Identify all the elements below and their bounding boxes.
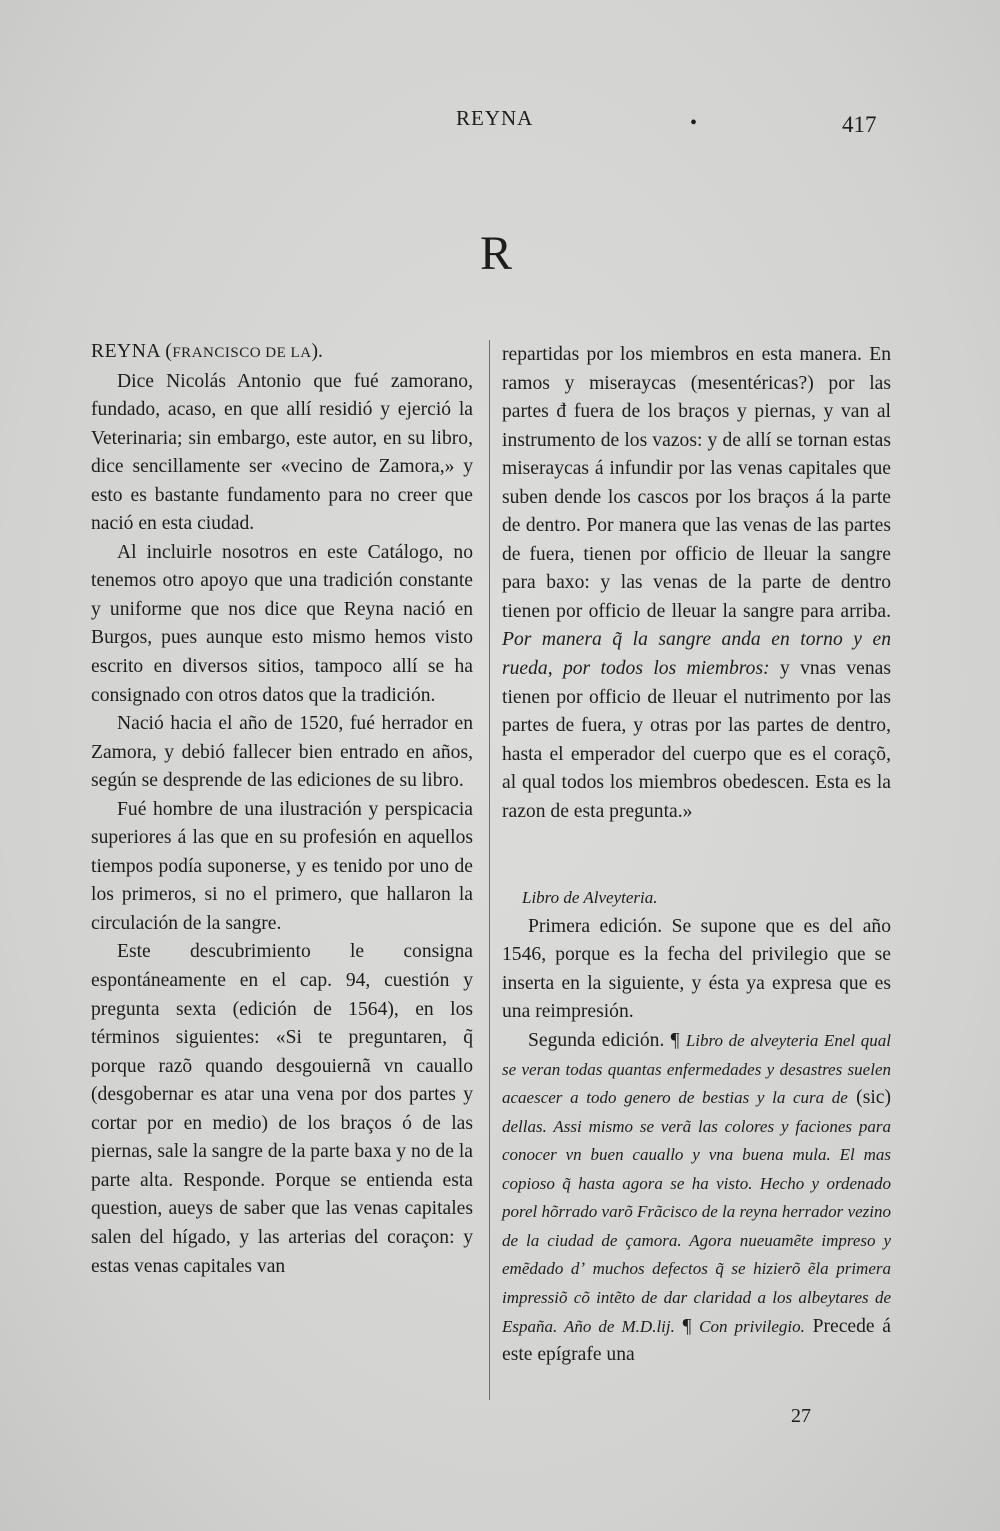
entry-heading: REYNA (FRANCISCO DE LA).: [91, 341, 323, 362]
paragraph: Nació hacia el año de 1520, fué herrador en Zamora, y debió fallecer bien entrado en años, según se desprende de las ediciones de su libro.: [91, 713, 473, 792]
spacer: [502, 826, 891, 884]
pilcrow-icon: ¶: [682, 1315, 692, 1337]
right-column: [502, 341, 891, 1370]
column-rule: [489, 340, 490, 1400]
paragraph: repartidas por los miembros en esta manera. En ramos y miseraycas (mesentéricas?) por las partes đ fuera de los braços y piernas, y van al instrumento de los vazos: y de allí se tornan estas miseraycas á infundir por las venas capitales que suben dende los cascos por los braços á la parte de dentro. Por manera que las venas de las partes de fuera, tienen por officio de lleuar la sangre para baxo: y las venas de la parte de dentro tienen por officio de lleuar la sangre para arriba. Por manera q̃ la sangre anda en torno y en rueda, por todos los miembros: y vnas venas tienen por officio de lleuar el nutrimento por las partes de fuera, y otras por las partes de dentro, hasta el emperador del cuerpo que es el coraçõ, al qual todos los miembros obedescen. Esta es la razon de esta pregunta.»: [502, 344, 891, 822]
running-head-dot: •: [690, 112, 698, 134]
paragraph: Primera edición. Se supone que es del año 1546, porque es la fecha del privilegio que se inserta en la siguiente, y ésta ya expresa que es una reimpresión.: [502, 915, 891, 1023]
book-title: Libro de Alveyteria.: [522, 888, 658, 908]
paragraph: Al incluirle nosotros en este Catálogo, no tenemos otro apoyo que una tradición constante y uniforme que nos dice que Reyna nació en Burgos, pues aunque esto mismo hemos visto escrito en diversos sitios, tampoco allí se ha consignado con otros datos que la tradición.: [91, 541, 473, 706]
section-letter: R: [480, 227, 513, 280]
paragraph: Dice Nicolás Antonio que fué zamorano, fundado, acaso, en que allí residió y ejerció la Veterinaria; sin embargo, este autor, en su libro, dice sencillamente ser «vecino de Zamora,» y esto es bastante fundamento para no creer que nació en esta ciudad.: [91, 370, 473, 535]
paragraph: Segunda edición. ¶ Libro de alveyteria Enel qual se veran todas quantas enfermedades y desastres suelen acaescer a todo genero de bestias y la cura de (sic) dellas. Assi mismo se verã las colores y faciones para conocer vn buen cauallo y vna buena mula. El mas copioso q̃ hasta agora se ha visto. Hecho y ordenado porel hõrrado varõ Frãcisco de la reyna herrador vezino de la ciudad de çamora. Agora nueuamẽte impreso y emẽdado dʼ muchos defectos q̃ se hizierõ ẽla primera impressiõ cõ intẽto de dar claridad a los albeytares de España. Año de M.D.lij. ¶ Con privilegio. Precede á este epígrafe una: [502, 1030, 891, 1366]
page-number: 417: [842, 112, 877, 137]
paragraph: Fué hombre de una ilustración y perspicacia superiores á las que en su profesión en aquellos tiempos podía suponerse, y es tenido por uno de los primeros, si no el primero, que hallaron la circulación de la sangre.: [91, 798, 473, 934]
paragraph: Este descubrimiento le consigna espontáneamente en el cap. 94, cuestión y pregunta sexta (edición de 1564), en los términos siguientes: «Si te preguntaren, q̃ porque razõ quando desgouiernã vn cauallo (desgobernar es atar una vena por dos partes y cortar por en medio) de los braços ó de las piernas, sale la sangre de la parte baxa y no de la parte alta. Responde. Porque se entienda esta question, aueys de saber que las venas capitales salen del hígado, y las arterias del coraçon: y estas venas capitales van: [91, 941, 473, 1277]
signature-mark: 27: [791, 1405, 811, 1427]
running-head: REYNA: [456, 106, 534, 130]
left-column: [91, 338, 473, 1281]
